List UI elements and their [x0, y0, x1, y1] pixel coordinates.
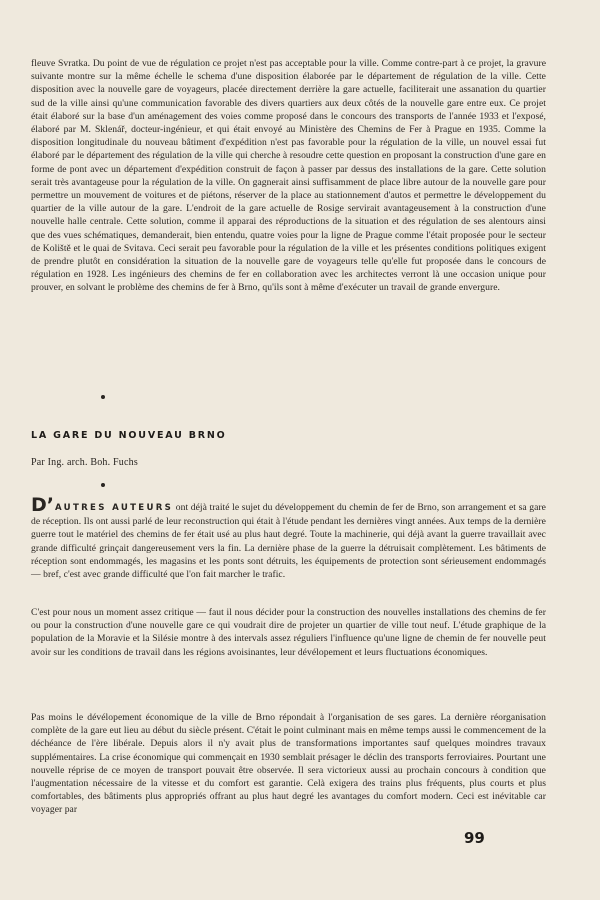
paragraph-1-text: ont déjà traité le sujet du développement du chemin de fer de Brno, son arrangement et sa gare de réception. Ils ont aussi parlé de leur reconstruction qui était à l'étude pendant les dernières vingt années. Aux temps de la dernière guerre tout le matériel des chemins de fer était usé au plus haut degré. Toute la machinerie, qui déjà avant la guerre travaillait avec grande difficulté grinçait dangereusement vers la fin. La dernière phase de la guerre la détruisait complètement. Les bâtiments de réception sont endommagés, les magasins et les ponts sont détruits, les équipements de protection sont sérieusement endommagés — bref, c'est avec grande difficulté que l'on fait marcher le trafic.: [31, 502, 546, 581]
bullet-ornament: [101, 395, 105, 399]
lead-smallcaps: AUTRES AUTEURS: [55, 503, 174, 513]
page-number: 99: [464, 829, 485, 847]
article-title: LA GARE DU NOUVEAU BRNO: [31, 430, 227, 441]
article-byline: Par Ing. arch. Boh. Fuchs: [31, 457, 138, 468]
bullet-ornament: [101, 483, 105, 487]
article-paragraph-1: [31, 494, 546, 581]
drop-cap: D’: [31, 494, 54, 516]
article-paragraph-2: C'est pour nous un moment assez critique — faut il nous décider pour la construction des nouvelles installations des chemins de fer ou pour la construction d'une nouvelle gare ce qui voudrait dire de projeter un quartier de ville tout neuf. L'étude graphique de la population de la Moravie et la Silésie montre à des intervals assez réguliers l'influence qu'une ligne de chemin de fer nouvelle peut avoir sur les conditions de travail dans les régions avoisinantes, leur dévélopement et leurs fluctuations économiques.: [31, 607, 546, 658]
continued-paragraph: fleuve Svratka. Du point de vue de régulation ce projet n'est pas acceptable pour la ville. Comme contre-part à ce projet, la gravure suivante montre sur la même échelle le schema d'une disposition élaborée par le département de régulation de la ville. Cette disposition avec la nouvelle gare de voyageurs, placée directement derrière la gare actuelle, faciliterait une assanation du quartier sud de la ville ainsi qu'une communication favorable des divers quartiers aux deux côtés de la nouvelle gare entre eux. Ce projet était élaboré sur la base d'un aménagement des voies comme proposé dans le concours des transports de l'année 1933 et l'exposé, élaboré par M. Sklenář, docteur-ingénieur, et qui était envoyé au Ministère des Chemins de Fer à Prague en 1935. Comme la disposition longitudinale du nouveau bâtiment d'expédition n'est pas favorable pour la régulation de la ville, un nouvel essai fut élaboré par le département des régulation de la ville qui cherche à resoudre cette question en proposant la construction d'une gare en forme de pont avec un département d'expédition construit de façon à passer par dessus des installations de la gare. Cette solution serait très avantageuse pour la régulation de la ville. On gagnerait ainsi suffisamment de place libre autour de la nouvelle gare pour permettre un mouvement de voitures et de piétons, réserver de la place au stationnement d'autos et permettre le développement du quartier de la ville autour de la gare. L'endroit de la gare actuelle de Rosige servirait avantageusement à la construction d'une nouvelle halle centrale. Cette solution, comme il apparai des réproductions de la situation et des régulation de ses alentours ainsi que des vues schématiques, demanderait, bien entendu, quatre voies pour la ligne de Prague comme l'était proposée pour le secteur de Koliště et le quai de Svitava. Ceci serait peu favorable pour la régulation de la ville et les présentes conditions politiques exigent de prendre plutôt en considération la situation de la nouvelle gare de voyageurs telle qu'elle fut proposée dans le concours de régulation en 1928. Les ingénieurs des chemins de fer en collaboration avec les architectes verront là une occasion unique pour prouver, en solvant le problème des chemins de fer à Brno, qu'ils sont à même d'exécuter un travail de grande envergure.: [31, 58, 546, 294]
article-paragraph-3: Pas moins le dévélopement économique de la ville de Brno répondait à l'organisation de ses gares. La dernière réorganisation complète de la gare eut lieu au début du siècle présent. C'était le point culminant mais en même temps aussi le commencement de la déchéance de l'ère libérale. Depuis alors il n'y avait plus de transformations importantes sauf quelques moindres travaux supplémentaires. La crise économique qui commençait en 1930 semblait présager le déclin des transports ferroviaires. Pourtant une nouvelle réprise de ce moyen de transport pouvait être observée. Il sera victorieux aussi au prochain concours à condition que l'augmentation nécessaire de la vitesse et du comfort est garantie. Celà exigera des trains plus fréquents, plus courts et plus comfortables, des bâtiments plus appropriés offrant au plus haut degré les avantages du comfort modern. Ceci est inévitable car voyager par: [31, 712, 546, 816]
